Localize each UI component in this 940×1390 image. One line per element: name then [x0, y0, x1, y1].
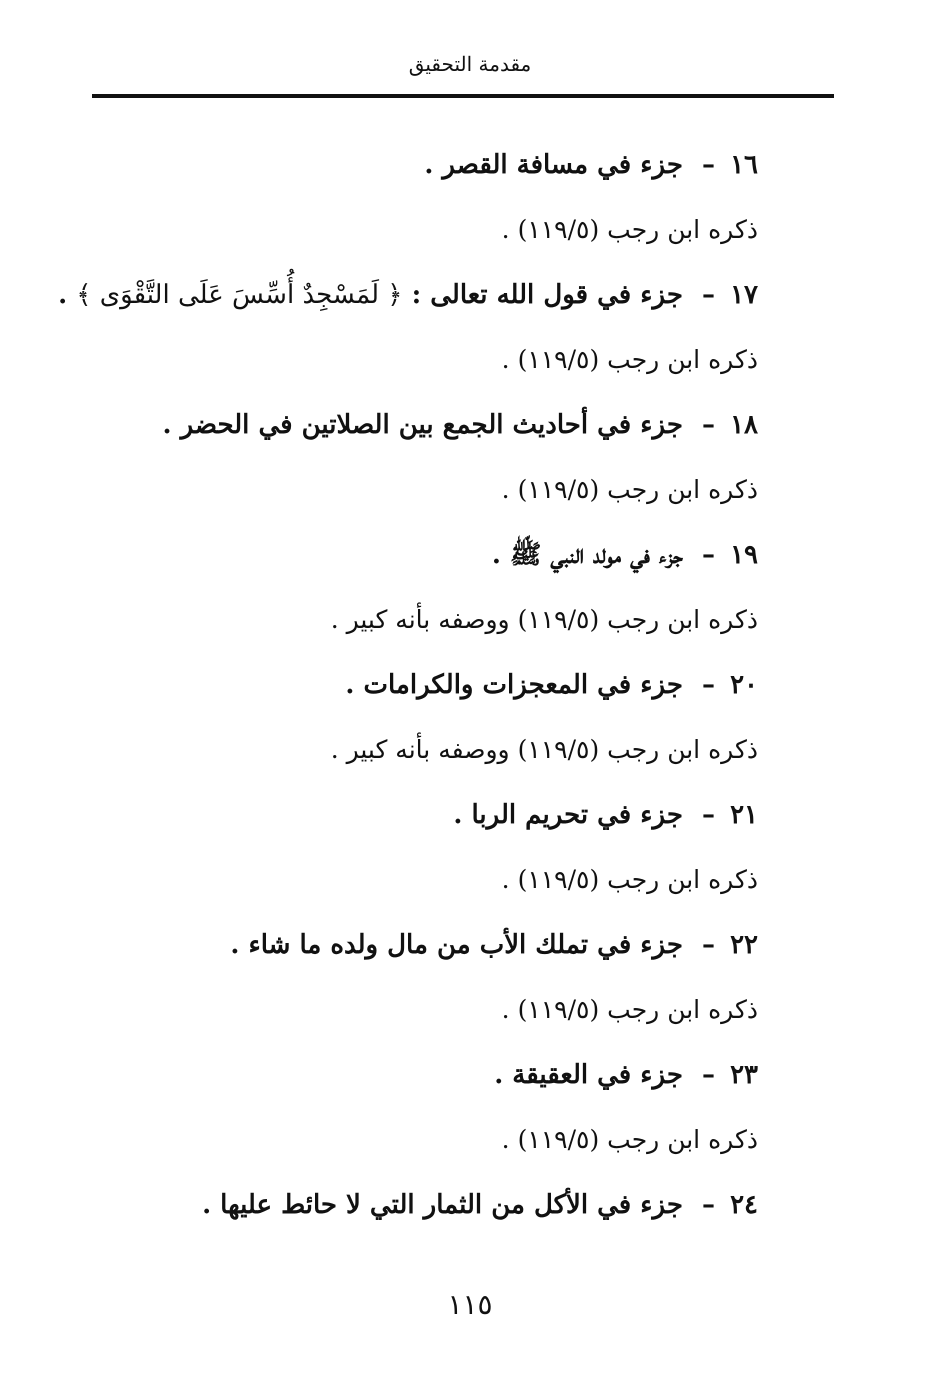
entry-number: ١٧	[730, 280, 758, 310]
entry-text: جزء في المعجزات والكرامات .	[345, 670, 683, 700]
entry-number: ٢٣	[730, 1060, 758, 1090]
entry-dash: –	[702, 800, 715, 830]
entry-17	[58, 270, 758, 335]
entry-text: جزء في تحريم الربا .	[453, 800, 683, 830]
entry-dash: –	[702, 280, 715, 310]
entry-text: جزء في مسافة القصر .	[424, 150, 683, 180]
page-number: ١١٥	[447, 1288, 493, 1321]
note-23: ذكره ابن رجب (١١٩/٥) .	[501, 1125, 758, 1154]
entry-text: جزء في تملك الأب من مال ولده ما شاء .	[230, 930, 683, 960]
entry-number: ٢١	[730, 800, 758, 830]
entry-21	[118, 790, 758, 855]
note-22: ذكره ابن رجب (١١٩/٥) .	[501, 995, 758, 1024]
entry-text: جزء في الأكل من الثمار التي لا حائط عليها .	[202, 1190, 683, 1220]
note-17: ذكره ابن رجب (١١٩/٥) .	[501, 345, 758, 374]
note-21: ذكره ابن رجب (١١٩/٥) .	[501, 865, 758, 894]
entry-24	[118, 1180, 758, 1245]
entry-text: جزء في العقيقة .	[494, 1060, 683, 1090]
entry-dash: –	[702, 540, 715, 570]
entry-16	[118, 140, 758, 205]
entry-tail: .	[58, 280, 68, 310]
entry-number: ٢٠	[730, 670, 758, 700]
entry-number: ١٦	[730, 150, 758, 180]
entry-19	[118, 530, 758, 595]
entry-dash: –	[702, 1190, 715, 1220]
entry-text: جزء في أحاديث الجمع بين الصلاتين في الحضر .	[162, 410, 683, 440]
entry-18	[118, 400, 758, 465]
entry-number: ٢٢	[730, 930, 758, 960]
entry-text: جزء في مولد النبي ﷺ .	[491, 540, 683, 570]
entry-number: ٢٤	[730, 1190, 758, 1220]
entry-dash: –	[702, 1060, 715, 1090]
entry-23	[118, 1050, 758, 1115]
entry-number: ١٨	[730, 410, 758, 440]
note-20: ذكره ابن رجب (١١٩/٥) ووصفه بأنه كبير .	[330, 735, 758, 764]
entry-20	[118, 660, 758, 725]
page-body	[58, 140, 758, 1245]
header-rule	[92, 94, 834, 98]
entry-dash: –	[702, 670, 715, 700]
note-16: ذكره ابن رجب (١١٩/٥) .	[501, 215, 758, 244]
note-18: ذكره ابن رجب (١١٩/٥) .	[501, 475, 758, 504]
entry-dash: –	[702, 150, 715, 180]
entry-dash: –	[702, 930, 715, 960]
entry-number: ١٩	[730, 540, 758, 570]
entry-dash: –	[702, 410, 715, 440]
entry-22	[118, 920, 758, 985]
entry-text: جزء في قول الله تعالى :	[411, 280, 683, 310]
quran-quote: ﴿ لَمَسْجِدٌ أُسِّسَ عَلَى التَّقْوَى ﴾	[76, 280, 403, 310]
running-header-title: مقدمة التحقيق	[408, 52, 532, 76]
note-19: ذكره ابن رجب (١١٩/٥) ووصفه بأنه كبير .	[330, 605, 758, 634]
